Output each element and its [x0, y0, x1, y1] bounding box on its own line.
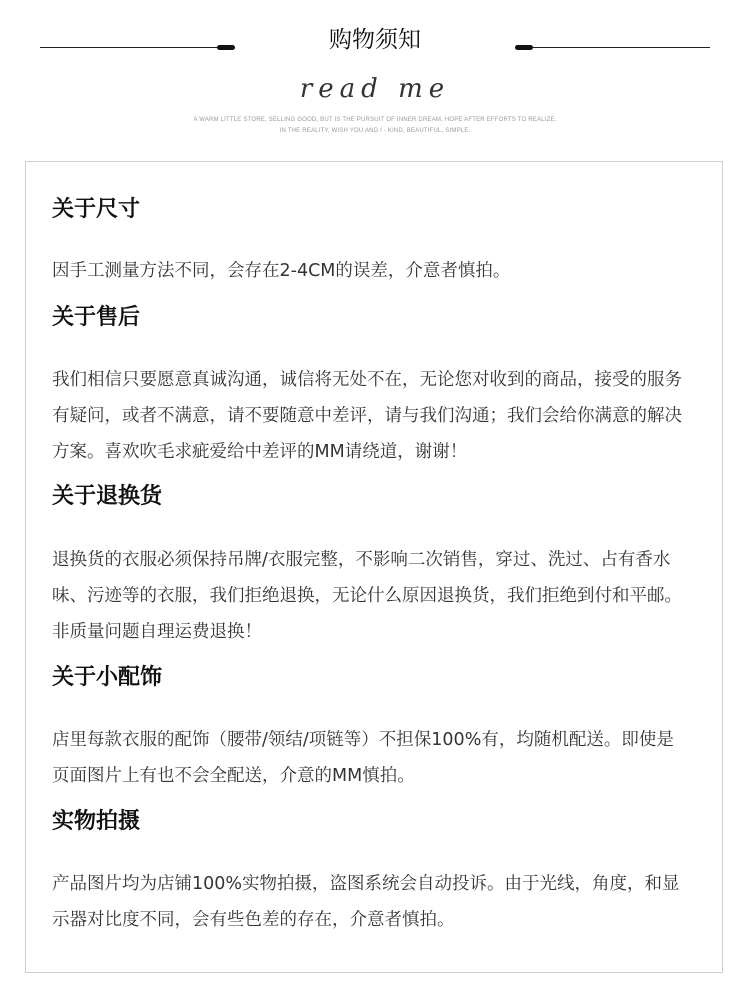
section-body-real-photos: [52, 866, 712, 938]
section-body-returns: [52, 542, 712, 650]
body-line: 方案。喜欢吹毛求疵爱给中差评的MM请绕道，谢谢！: [52, 442, 468, 462]
section-heading-real-photos: 实物拍摄: [52, 809, 141, 834]
tagline-line-1: A WARM LITTLE STORE, SELLING GOOD, BUT IS THE PURSUIT OF INNER DREAM, HOPE AFTER EFFORTS TO REALIZE,: [193, 117, 557, 123]
subtitle: read me: [299, 74, 451, 104]
body-line: 非质量问题自理运费退换！: [52, 622, 262, 642]
body-line: 示器对比度不同，会有些色差的存在，介意者慎拍。: [52, 910, 455, 930]
body-line: 因手工测量方法不同，会存在2-4CM的误差，介意者慎拍。: [52, 261, 511, 281]
body-line: 有疑问，或者不满意，请不要随意中差评，请与我们沟通；我们会给你满意的解决: [52, 406, 682, 426]
section-body-size: [52, 253, 712, 289]
page-title: 购物须知: [329, 27, 421, 53]
section-heading-returns: 关于退换货: [52, 484, 163, 509]
body-line: 我们相信只要愿意真诚沟通，诚信将无处不在，无论您对收到的商品，接受的服务: [52, 370, 682, 390]
section-body-after-sales: [52, 362, 712, 470]
body-line: 产品图片均为店铺100%实物拍摄，盗图系统会自动投诉。由于光线，角度，和显: [52, 874, 680, 894]
header: [0, 0, 750, 150]
body-line: 店里每款衣服的配饰（腰带/领结/项链等）不担保100%有，均随机配送。即使是: [52, 730, 674, 750]
body-line: 退换货的衣服必须保持吊牌/衣服完整，不影响二次销售，穿过、洗过、占有香水: [52, 550, 671, 570]
body-line: 味、污迹等的衣服，我们拒绝退换，无论什么原因退换货，我们拒绝到付和平邮。: [52, 586, 682, 606]
section-heading-size: 关于尺寸: [52, 197, 141, 222]
tagline-line-2: IN THE REALITY, WISH YOU AND I - KIND, BEAUTIFUL, SIMPLE.: [279, 128, 471, 134]
divider-cap-right: [515, 45, 533, 50]
section-body-accessories: [52, 722, 712, 794]
section-heading-after-sales: 关于售后: [52, 305, 141, 330]
body-line: 页面图片上有也不会全配送，介意的MM慎拍。: [52, 766, 415, 786]
title-divider-right: [515, 47, 710, 48]
section-heading-accessories: 关于小配饰: [52, 665, 163, 690]
